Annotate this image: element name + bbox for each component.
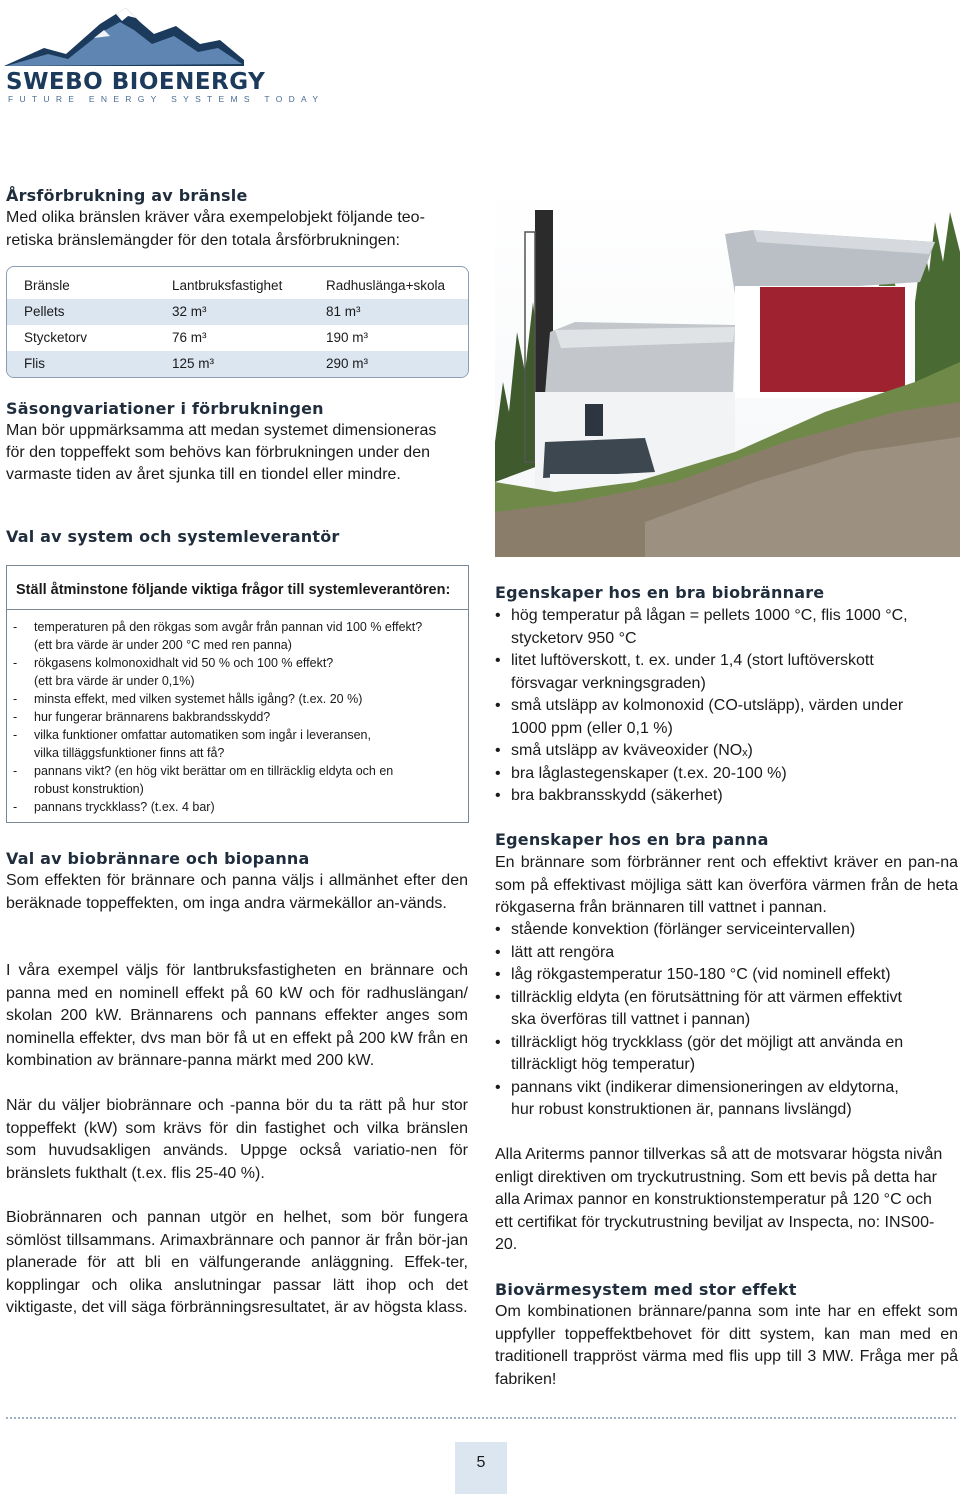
bullet-marker: • [495,1078,501,1096]
list-item [495,1032,957,1077]
question-text: temperaturen på den rökgas som avgår från pannan vid 100 % effekt? [34,620,423,634]
boiler-properties-list [495,919,957,1122]
table-cell: 76 m³ [172,330,207,345]
brand-tagline: FUTURE ENERGY SYSTEMS TODAY [8,94,325,104]
bullet-marker: • [495,966,501,983]
question-note: (ett bra värde är under 0,1%) [34,674,195,688]
table-header-cell: Lantbruksfastighet [172,278,283,293]
table-header-row [7,273,468,299]
question-text: minsta effekt, med vilken systemet hålls igång? (t.ex. 20 %) [34,692,363,706]
list-item [495,763,957,786]
list-item [13,798,463,816]
item-continuation: 1000 ppm (eller 0,1 %) [511,719,673,737]
list-item [13,618,463,654]
ariterm-note: Alla Ariterms pannor tillverkas så att de motsvarar högsta nivån enligt direktiven om tryckutrustning. Som ett bevis på detta har alla Arimax pannor en konstruktionstemperatur på 120 °C och ett certifikat för tryckutrustning beviljat av Inspecta, no: INS00-20. [495,1146,943,1253]
question-note: (ett bra värde är under 200 °C med ren panna) [34,638,292,652]
heading-burner-choice: Val av biobrännare och biopanna [6,849,310,868]
item-continuation: försvagar verkningsgraden) [511,674,706,692]
burner-paragraph-3: När du väljer biobrännare och -panna bör du ta rätt på hur stor toppeffekt (kW) som krävs för din fastighet och vilka bränslen som huvudsakligen används. Uppge också variatio-nen för bränslets fukthalt (t.ex. flis 25-40 %). [6,1097,468,1182]
bullet-marker: • [495,943,501,961]
table-header-cell: Radhuslänga+skola [326,278,445,293]
list-item [495,964,957,987]
list-item [495,740,957,763]
bullet-marker: • [495,787,501,804]
burner-properties-list [495,605,957,808]
question-text: pannans tryckklass? (t.ex. 4 bar) [34,800,215,814]
list-item [495,605,957,650]
heading-system-choice: Val av system och systemleverantör [6,527,340,546]
list-item [495,785,957,808]
list-item [13,690,463,708]
questions-list [13,618,463,816]
item-continuation: stycketorv 950 °C [511,629,637,647]
table-cell: 32 m³ [172,304,207,319]
table-cell: Flis [24,356,45,371]
table-cell: Stycketorv [24,330,88,345]
table-cell: 81 m³ [326,304,361,319]
item-text: stående konvektion (förlänger serviceintervallen) [511,921,856,938]
item-continuation: tillräckligt hög temperatur) [511,1056,696,1073]
item-text: små utsläpp av kväveoxider (NOₓ) [511,742,753,759]
item-text: små utsläpp av kolmonoxid (CO-utsläpp), värden under [511,697,904,714]
list-item [495,942,957,965]
dash-marker: - [13,692,18,706]
heading-large-system: Biovärmesystem med stor effekt [495,1280,797,1299]
bullet-marker: • [495,742,501,759]
list-item [13,708,463,726]
bullet-marker: • [495,988,501,1006]
mountain-logo-icon [4,4,246,70]
table-cell: 125 m³ [172,356,215,371]
table-header-cell: Bränsle [24,278,70,293]
item-text: låg rökgastemperatur 150-180 °C (vid nominell effekt) [511,966,891,983]
dash-marker: - [13,764,18,778]
item-text: pannans vikt (indikerar dimensioneringen av eldytorna, [511,1078,899,1096]
item-text: tillräckligt hög tryckklass (gör det möjligt att använda en [511,1033,904,1051]
question-note: vilka tilläggsfunktioner finns att få? [34,746,225,760]
list-item [13,726,463,762]
item-continuation: hur robust konstruktionen är, pannans livslängd) [511,1101,852,1118]
list-item [495,1077,957,1122]
list-item [495,695,957,740]
heading-annual-consumption: Årsförbrukning av bränsle [6,186,248,205]
fuel-table [6,266,469,378]
divider [7,609,468,610]
seasonal-line1: Man bör uppmärksamma att medan systemet dimensioneras [6,422,437,439]
item-text: lätt att rengöra [511,943,615,961]
boiler-house-photo [495,182,960,557]
table-row [7,325,468,351]
list-item [13,654,463,690]
annual-intro-line1: Med olika bränslen kräver våra exempelobjekt följande teo- [6,209,425,226]
bullet-marker: • [495,652,501,669]
item-text: bra bakbransskydd (säkerhet) [511,787,723,804]
burner-paragraph-4: Biobrännaren och pannan utgör en helhet, som bör fungera sömlöst tillsammans. Arimaxbrännare och pannor är från bör-jan planerade för att bli en välfungerande anläggning. Effek-ter, kopplingar och olika anslutningar passar lätt ihop och det viktigaste, det vill säga förbränningsresultatet, är av högsta klass. [6,1209,468,1316]
table-cell: 190 m³ [326,330,369,345]
table-row [7,351,468,377]
heading-seasonal: Säsongvariationer i förbrukningen [6,399,324,418]
table-cell: 290 m³ [326,356,369,371]
heading-good-boiler: Egenskaper hos en bra panna [495,830,769,849]
dash-marker: - [13,800,18,814]
table-cell: Pellets [24,304,65,319]
item-text: bra låglastegenskaper (t.ex. 20-100 %) [511,764,787,782]
dash-marker: - [13,710,18,724]
item-text: hög temperatur på lågan = pellets 1000 °C, flis 1000 °C, [511,607,908,624]
bullet-marker: • [495,764,501,782]
dash-marker: - [13,728,18,742]
seasonal-line2: för den toppeffekt som behövs kan förbrukningen under den [6,444,430,461]
supplier-questions-box [6,565,469,823]
question-note: robust konstruktion) [34,782,144,796]
bullet-marker: • [495,607,501,624]
seasonal-line3: varmaste tiden av året sjunka till en tiondel eller mindre. [6,466,401,483]
questions-heading: Ställ åtminstone följande viktiga frågor till systemleverantören: [16,582,451,598]
bullet-marker: • [495,1033,501,1051]
brand-name: SWEBO BIOENERGY [6,69,266,95]
item-text: litet luftöverskott, t. ex. under 1,4 (stort luftöverskott [511,652,874,669]
question-text: rökgasens kolmonoxidhalt vid 50 % och 100 % effekt? [34,656,334,670]
heading-good-burner: Egenskaper hos en bra biobrännare [495,583,825,602]
dash-marker: - [13,656,18,670]
large-system-text: Om kombinationen brännare/panna som inte har en effekt som uppfyller toppeffektbehovet för ditt system, kan man med en traditionell trappröst värma med flis upp till 3 MW. Fråga mer på fabriken! [495,1303,958,1388]
list-item [495,650,957,695]
annual-intro-line2: retiska bränslemängder för den totala årsförbrukningen: [6,232,400,249]
question-text: hur fungerar brännarens bakbrandsskydd? [34,710,271,724]
bullet-marker: • [495,697,501,714]
question-text: pannans vikt? (en hög vikt berättar om en tillräcklig eldyta och en [34,764,394,778]
list-item [495,987,957,1032]
list-item [495,919,957,942]
question-text: vilka funktioner omfattar automatiken som ingår i leveransen, [34,728,371,742]
page-number: 5 [455,1442,507,1494]
item-text: tillräcklig eldyta (en förutsättning för att värmen effektivt [511,988,902,1006]
footer-divider [6,1417,956,1419]
dash-marker: - [13,620,18,634]
item-continuation: ska överföras till vattnet i pannan) [511,1011,751,1028]
boiler-intro: En brännare som förbränner rent och effektivt kräver en pan-na som på effektivast möjliga sätt kan överföra värmen från de heta rökgaserna från brännaren till vattnet i pannan. [495,854,958,916]
list-item [13,762,463,798]
burner-paragraph-1: Som effekten för brännare och panna väljs i allmänhet efter den beräknade toppeffekten, om inga andra värmekällor an-vänds. [6,872,468,912]
table-row [7,299,468,325]
burner-paragraph-2: I våra exempel väljs för lantbruksfastigheten en brännare och panna med en nominell effekt på 60 kW och för radhuslängan/ skolan 200 kW. Brännarens och pannans effekter anges som nominella effekter, dvs man bör få ut en effekt på 200 kW från en kombination av brännare-panna märkt med 200 kW. [6,962,468,1069]
bullet-marker: • [495,921,501,938]
